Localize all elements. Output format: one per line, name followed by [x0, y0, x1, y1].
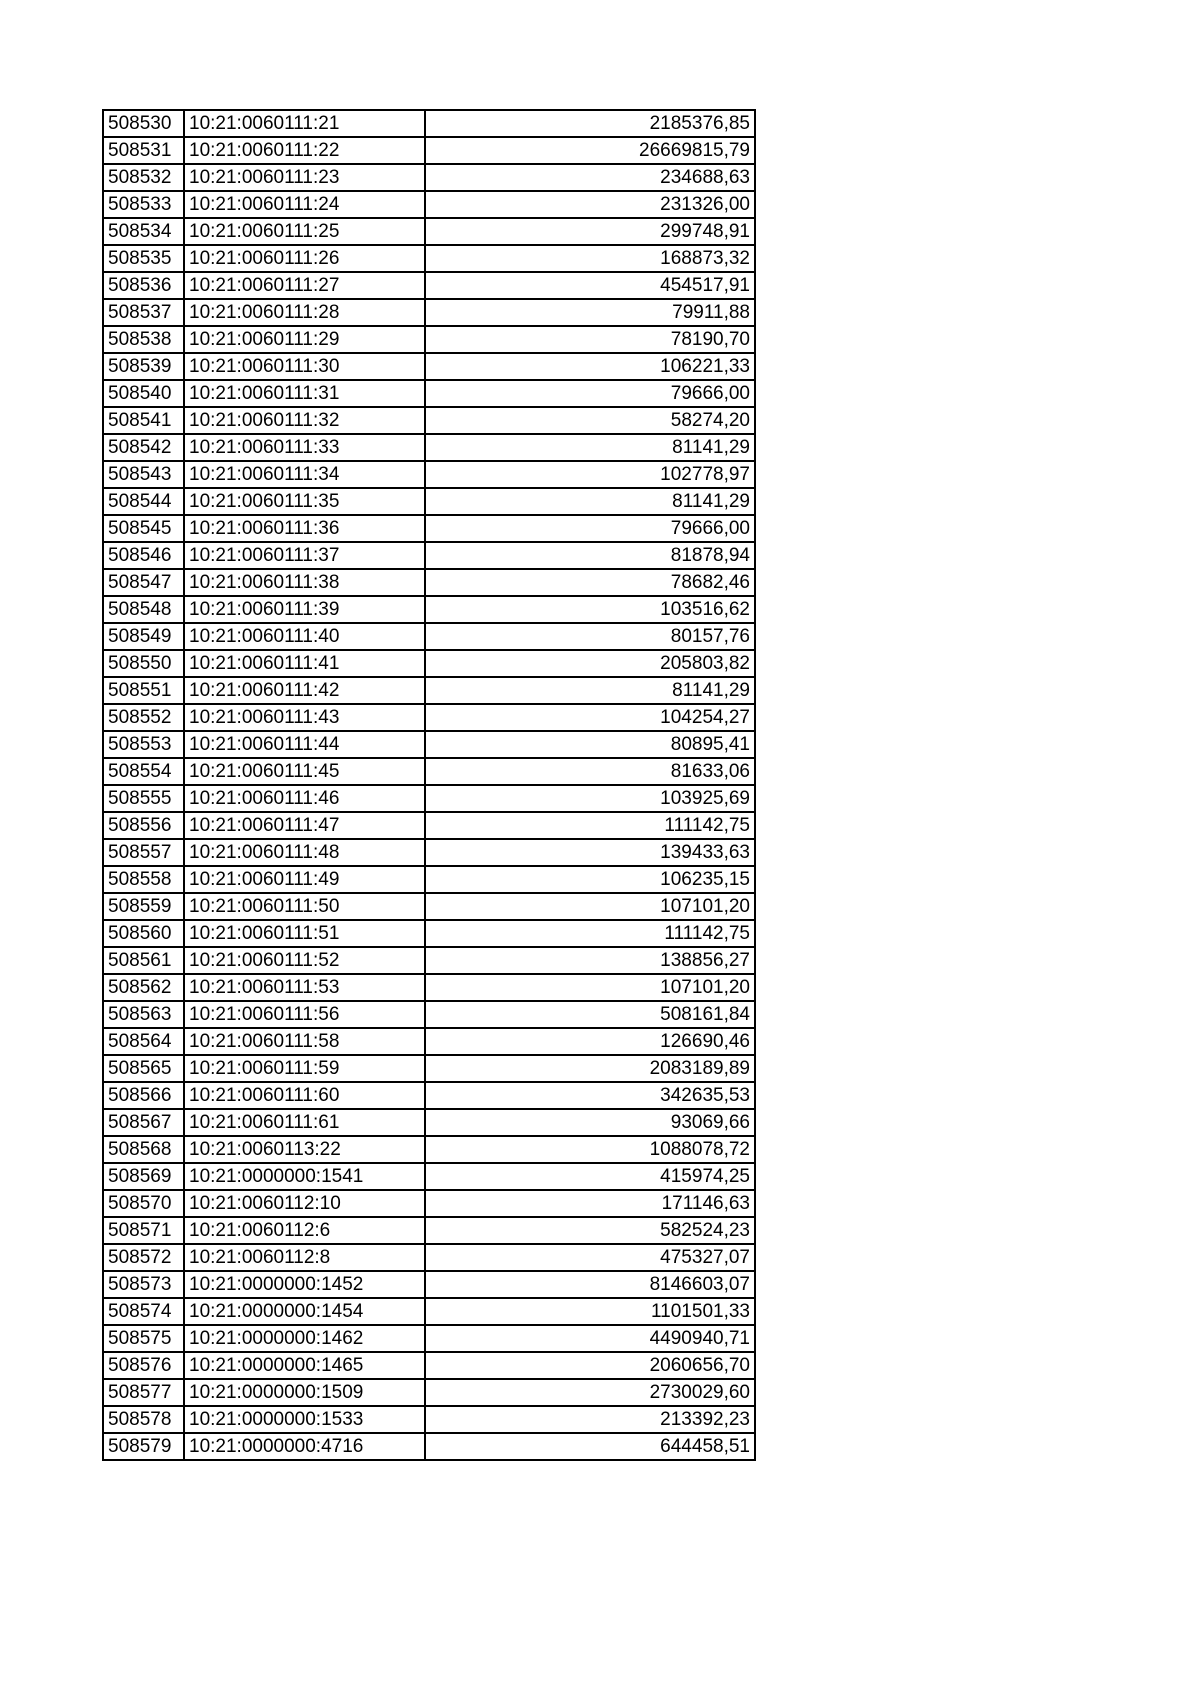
table-row [103, 515, 755, 542]
cadastral-number-cell: 10:21:0060111:28 [184, 299, 425, 326]
amount-cell: 139433,63 [425, 839, 755, 866]
table-row [103, 866, 755, 893]
table-row [103, 893, 755, 920]
amount-cell: 342635,53 [425, 1082, 755, 1109]
cadastral-number-cell: 10:21:0060111:21 [184, 110, 425, 137]
table-body [103, 110, 755, 1460]
table-row [103, 137, 755, 164]
cadastral-number-cell: 10:21:0060111:23 [184, 164, 425, 191]
row-number-cell: 508539 [103, 353, 184, 380]
cadastral-number-cell: 10:21:0060112:8 [184, 1244, 425, 1271]
cadastral-number-cell: 10:21:0060111:34 [184, 461, 425, 488]
amount-cell: 107101,20 [425, 974, 755, 1001]
amount-cell: 2060656,70 [425, 1352, 755, 1379]
amount-cell: 26669815,79 [425, 137, 755, 164]
amount-cell: 205803,82 [425, 650, 755, 677]
amount-cell: 138856,27 [425, 947, 755, 974]
cadastral-number-cell: 10:21:0060111:38 [184, 569, 425, 596]
table-row [103, 785, 755, 812]
row-number-cell: 508561 [103, 947, 184, 974]
row-number-cell: 508553 [103, 731, 184, 758]
row-number-cell: 508574 [103, 1298, 184, 1325]
amount-cell: 111142,75 [425, 920, 755, 947]
amount-cell: 81141,29 [425, 488, 755, 515]
amount-cell: 8146603,07 [425, 1271, 755, 1298]
row-number-cell: 508531 [103, 137, 184, 164]
amount-cell: 299748,91 [425, 218, 755, 245]
amount-cell: 4490940,71 [425, 1325, 755, 1352]
cadastral-number-cell: 10:21:0060111:49 [184, 866, 425, 893]
table-row [103, 920, 755, 947]
row-number-cell: 508550 [103, 650, 184, 677]
row-number-cell: 508560 [103, 920, 184, 947]
cadastral-number-cell: 10:21:0060111:37 [184, 542, 425, 569]
cadastral-number-cell: 10:21:0060112:10 [184, 1190, 425, 1217]
row-number-cell: 508571 [103, 1217, 184, 1244]
table-row [103, 704, 755, 731]
cadastral-number-cell: 10:21:0060111:30 [184, 353, 425, 380]
table-row [103, 596, 755, 623]
table-row [103, 542, 755, 569]
row-number-cell: 508573 [103, 1271, 184, 1298]
row-number-cell: 508541 [103, 407, 184, 434]
cadastral-number-cell: 10:21:0060111:61 [184, 1109, 425, 1136]
amount-cell: 80895,41 [425, 731, 755, 758]
cadastral-number-cell: 10:21:0000000:1462 [184, 1325, 425, 1352]
table-row [103, 1298, 755, 1325]
amount-cell: 171146,63 [425, 1190, 755, 1217]
amount-cell: 79911,88 [425, 299, 755, 326]
cadastral-number-cell: 10:21:0060111:51 [184, 920, 425, 947]
row-number-cell: 508577 [103, 1379, 184, 1406]
amount-cell: 102778,97 [425, 461, 755, 488]
table-row [103, 1190, 755, 1217]
row-number-cell: 508534 [103, 218, 184, 245]
amount-cell: 168873,32 [425, 245, 755, 272]
cadastral-number-cell: 10:21:0000000:1509 [184, 1379, 425, 1406]
cadastral-number-cell: 10:21:0060111:52 [184, 947, 425, 974]
amount-cell: 644458,51 [425, 1433, 755, 1460]
table-row [103, 1244, 755, 1271]
cadastral-number-cell: 10:21:0060111:41 [184, 650, 425, 677]
cadastral-number-cell: 10:21:0060111:43 [184, 704, 425, 731]
row-number-cell: 508567 [103, 1109, 184, 1136]
amount-cell: 81141,29 [425, 677, 755, 704]
amount-cell: 1101501,33 [425, 1298, 755, 1325]
amount-cell: 107101,20 [425, 893, 755, 920]
cadastral-number-cell: 10:21:0060111:25 [184, 218, 425, 245]
cadastral-number-cell: 10:21:0060111:48 [184, 839, 425, 866]
amount-cell: 58274,20 [425, 407, 755, 434]
amount-cell: 106221,33 [425, 353, 755, 380]
cadastral-number-cell: 10:21:0060111:46 [184, 785, 425, 812]
cadastral-number-cell: 10:21:0060111:60 [184, 1082, 425, 1109]
cadastral-number-cell: 10:21:0060111:40 [184, 623, 425, 650]
amount-cell: 80157,76 [425, 623, 755, 650]
table-row [103, 1352, 755, 1379]
row-number-cell: 508557 [103, 839, 184, 866]
cadastral-number-cell: 10:21:0060111:22 [184, 137, 425, 164]
row-number-cell: 508556 [103, 812, 184, 839]
cadastral-number-cell: 10:21:0060112:6 [184, 1217, 425, 1244]
amount-cell: 106235,15 [425, 866, 755, 893]
row-number-cell: 508552 [103, 704, 184, 731]
table-row [103, 164, 755, 191]
amount-cell: 126690,46 [425, 1028, 755, 1055]
cadastral-number-cell: 10:21:0060111:35 [184, 488, 425, 515]
table-row [103, 1271, 755, 1298]
cadastral-number-cell: 10:21:0000000:1533 [184, 1406, 425, 1433]
table-row [103, 974, 755, 1001]
table-row [103, 110, 755, 137]
cadastral-number-cell: 10:21:0060113:22 [184, 1136, 425, 1163]
cadastral-number-cell: 10:21:0060111:50 [184, 893, 425, 920]
row-number-cell: 508564 [103, 1028, 184, 1055]
cadastral-number-cell: 10:21:0060111:33 [184, 434, 425, 461]
table-row [103, 1001, 755, 1028]
amount-cell: 104254,27 [425, 704, 755, 731]
table-row [103, 650, 755, 677]
cadastral-number-cell: 10:21:0000000:1454 [184, 1298, 425, 1325]
row-number-cell: 508542 [103, 434, 184, 461]
table-row [103, 1217, 755, 1244]
row-number-cell: 508544 [103, 488, 184, 515]
table-row [103, 434, 755, 461]
cadastral-number-cell: 10:21:0000000:1452 [184, 1271, 425, 1298]
amount-cell: 93069,66 [425, 1109, 755, 1136]
cadastral-number-cell: 10:21:0060111:45 [184, 758, 425, 785]
table-row [103, 1433, 755, 1460]
table-row [103, 947, 755, 974]
amount-cell: 1088078,72 [425, 1136, 755, 1163]
table-row [103, 245, 755, 272]
cadastral-number-cell: 10:21:0060111:39 [184, 596, 425, 623]
amount-cell: 103925,69 [425, 785, 755, 812]
table-row [103, 1055, 755, 1082]
cadastral-number-cell: 10:21:0060111:29 [184, 326, 425, 353]
amount-cell: 2730029,60 [425, 1379, 755, 1406]
table-row [103, 1136, 755, 1163]
cadastral-number-cell: 10:21:0060111:44 [184, 731, 425, 758]
cadastral-number-cell: 10:21:0060111:59 [184, 1055, 425, 1082]
row-number-cell: 508568 [103, 1136, 184, 1163]
row-number-cell: 508543 [103, 461, 184, 488]
row-number-cell: 508555 [103, 785, 184, 812]
table-row [103, 1163, 755, 1190]
amount-cell: 78682,46 [425, 569, 755, 596]
amount-cell: 81878,94 [425, 542, 755, 569]
table-row [103, 731, 755, 758]
amount-cell: 81141,29 [425, 434, 755, 461]
cadastral-number-cell: 10:21:0060111:31 [184, 380, 425, 407]
row-number-cell: 508579 [103, 1433, 184, 1460]
cadastral-number-cell: 10:21:0060111:36 [184, 515, 425, 542]
row-number-cell: 508549 [103, 623, 184, 650]
table-row [103, 272, 755, 299]
table-row [103, 218, 755, 245]
row-number-cell: 508563 [103, 1001, 184, 1028]
table-row [103, 812, 755, 839]
amount-cell: 79666,00 [425, 380, 755, 407]
amount-cell: 415974,25 [425, 1163, 755, 1190]
table-row [103, 407, 755, 434]
cadastral-number-cell: 10:21:0000000:1465 [184, 1352, 425, 1379]
row-number-cell: 508572 [103, 1244, 184, 1271]
table-row [103, 353, 755, 380]
row-number-cell: 508578 [103, 1406, 184, 1433]
table-row [103, 677, 755, 704]
table-row [103, 1082, 755, 1109]
amount-cell: 2083189,89 [425, 1055, 755, 1082]
cadastral-number-cell: 10:21:0060111:32 [184, 407, 425, 434]
row-number-cell: 508532 [103, 164, 184, 191]
amount-cell: 582524,23 [425, 1217, 755, 1244]
row-number-cell: 508554 [103, 758, 184, 785]
table-row [103, 839, 755, 866]
cadastral-value-table [102, 109, 756, 1461]
row-number-cell: 508566 [103, 1082, 184, 1109]
row-number-cell: 508562 [103, 974, 184, 1001]
amount-cell: 78190,70 [425, 326, 755, 353]
row-number-cell: 508545 [103, 515, 184, 542]
table-row [103, 191, 755, 218]
cadastral-number-cell: 10:21:0060111:27 [184, 272, 425, 299]
cadastral-number-cell: 10:21:0000000:1541 [184, 1163, 425, 1190]
cadastral-number-cell: 10:21:0060111:26 [184, 245, 425, 272]
table-row [103, 1379, 755, 1406]
table-row [103, 569, 755, 596]
table-row [103, 299, 755, 326]
table-row [103, 758, 755, 785]
row-number-cell: 508547 [103, 569, 184, 596]
table-row [103, 1406, 755, 1433]
table-row [103, 623, 755, 650]
cadastral-number-cell: 10:21:0060111:47 [184, 812, 425, 839]
table-row [103, 1109, 755, 1136]
cadastral-number-cell: 10:21:0060111:24 [184, 191, 425, 218]
row-number-cell: 508537 [103, 299, 184, 326]
row-number-cell: 508576 [103, 1352, 184, 1379]
table-row [103, 1325, 755, 1352]
row-number-cell: 508565 [103, 1055, 184, 1082]
amount-cell: 213392,23 [425, 1406, 755, 1433]
row-number-cell: 508569 [103, 1163, 184, 1190]
amount-cell: 231326,00 [425, 191, 755, 218]
row-number-cell: 508559 [103, 893, 184, 920]
amount-cell: 2185376,85 [425, 110, 755, 137]
cadastral-number-cell: 10:21:0060111:56 [184, 1001, 425, 1028]
cadastral-number-cell: 10:21:0060111:53 [184, 974, 425, 1001]
row-number-cell: 508546 [103, 542, 184, 569]
row-number-cell: 508551 [103, 677, 184, 704]
table-row [103, 1028, 755, 1055]
row-number-cell: 508548 [103, 596, 184, 623]
row-number-cell: 508536 [103, 272, 184, 299]
table-row [103, 326, 755, 353]
amount-cell: 475327,07 [425, 1244, 755, 1271]
table-row [103, 380, 755, 407]
amount-cell: 103516,62 [425, 596, 755, 623]
row-number-cell: 508570 [103, 1190, 184, 1217]
amount-cell: 454517,91 [425, 272, 755, 299]
row-number-cell: 508535 [103, 245, 184, 272]
amount-cell: 508161,84 [425, 1001, 755, 1028]
amount-cell: 234688,63 [425, 164, 755, 191]
amount-cell: 81633,06 [425, 758, 755, 785]
row-number-cell: 508533 [103, 191, 184, 218]
amount-cell: 79666,00 [425, 515, 755, 542]
row-number-cell: 508575 [103, 1325, 184, 1352]
amount-cell: 111142,75 [425, 812, 755, 839]
table-row [103, 488, 755, 515]
row-number-cell: 508540 [103, 380, 184, 407]
row-number-cell: 508530 [103, 110, 184, 137]
cadastral-number-cell: 10:21:0000000:4716 [184, 1433, 425, 1460]
table-row [103, 461, 755, 488]
cadastral-number-cell: 10:21:0060111:42 [184, 677, 425, 704]
row-number-cell: 508558 [103, 866, 184, 893]
row-number-cell: 508538 [103, 326, 184, 353]
cadastral-number-cell: 10:21:0060111:58 [184, 1028, 425, 1055]
